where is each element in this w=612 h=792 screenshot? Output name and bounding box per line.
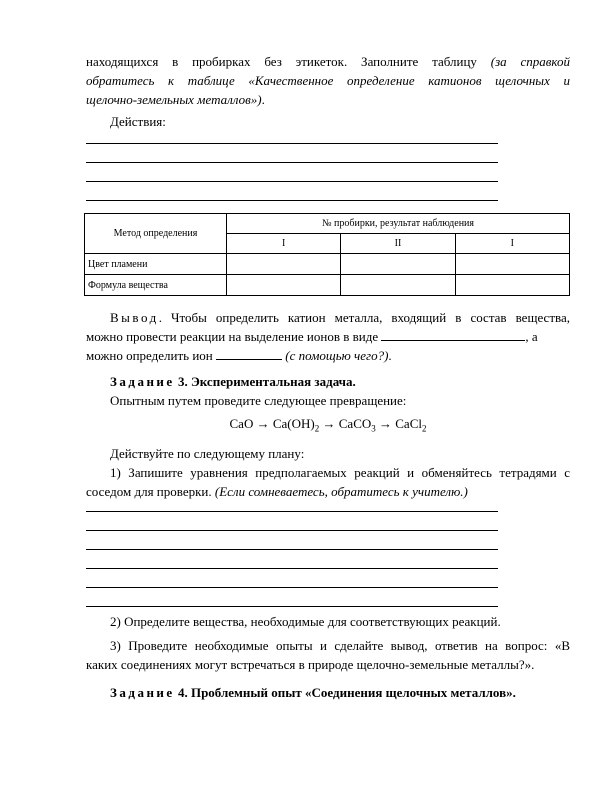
actions-label: Действия: (110, 114, 166, 129)
task-3-heading: Задание 3. Экспериментальная задача. (110, 374, 356, 389)
intro-line-3: щелочно-земельных металлов»). (86, 92, 265, 107)
table-cell (227, 254, 341, 275)
table-cell (341, 275, 455, 296)
intro-text: находящихся в пробирках без этикеток. Заполните таблицу (86, 54, 477, 69)
row-label-flame-color: Цвет пламени (85, 254, 227, 275)
step-3-line-1: 3) Проведите необходимые опыты и сделайте вывод, ответив на вопрос: «В (110, 638, 570, 653)
answer-line (86, 143, 498, 144)
table-cell (455, 275, 569, 296)
reaction-chain: CaO → $Ca(OH)_2$ → CaCO$_3$ → CaCl$_2$ (229, 416, 427, 434)
task-3-instruction: Опытным путем проведите следующее превращение: (110, 393, 407, 408)
answer-line (86, 511, 498, 512)
answer-line (86, 181, 498, 182)
tube-header: I (455, 234, 569, 254)
results-table (84, 213, 570, 296)
step-3-line-2: каких соединениях могут встречаться в природе щелочно-земельные металлы?». (86, 657, 535, 672)
answer-line (86, 200, 498, 201)
table-cell (455, 254, 569, 275)
row-label-formula: Формула вещества (85, 275, 227, 296)
conclusion-line-1: Вывод. Чтобы определить катион металла, входящий в состав вещества, (110, 310, 570, 325)
tube-header: II (341, 234, 455, 254)
step-1-line-1: 1) Запишите уравнения предполагаемых реакций и обменяйтесь тетрадями с (110, 465, 570, 480)
column-header-tubes: № пробирки, результат наблюдения (227, 214, 570, 234)
answer-line (86, 549, 498, 550)
table-cell (341, 254, 455, 275)
intro-reference: (за справкой (490, 54, 570, 69)
column-header-method: Метод определения (85, 214, 227, 254)
answer-line (86, 530, 498, 531)
plan-label: Действуйте по следующему плану: (110, 446, 305, 461)
answer-line (86, 587, 498, 588)
conclusion-line-2: можно провести реакции на выделение ионов в виде , а (86, 329, 538, 344)
table-cell (227, 275, 341, 296)
intro-line-1 (86, 52, 570, 71)
intro-line-2: обратитесь к таблице «Качественное определение катионов щелочных и (86, 73, 570, 88)
tube-header: I (227, 234, 341, 254)
step-1-line-2: соседом для проверки. (Если сомневаетесь, обратитесь к учителю.) (86, 484, 468, 499)
answer-line (86, 162, 498, 163)
step-2: 2) Определите вещества, необходимые для соответствующих реакций. (110, 614, 501, 629)
task-4-heading: Задание 4. Проблемный опыт «Соединения щелочных металлов». (110, 685, 516, 700)
answer-line (86, 568, 498, 569)
answer-line (86, 606, 498, 607)
conclusion-label: Вывод (110, 310, 159, 325)
blank-line (216, 347, 282, 360)
conclusion-line-3: можно определить ион (с помощью чего?). (86, 348, 392, 363)
blank-line (381, 328, 525, 341)
